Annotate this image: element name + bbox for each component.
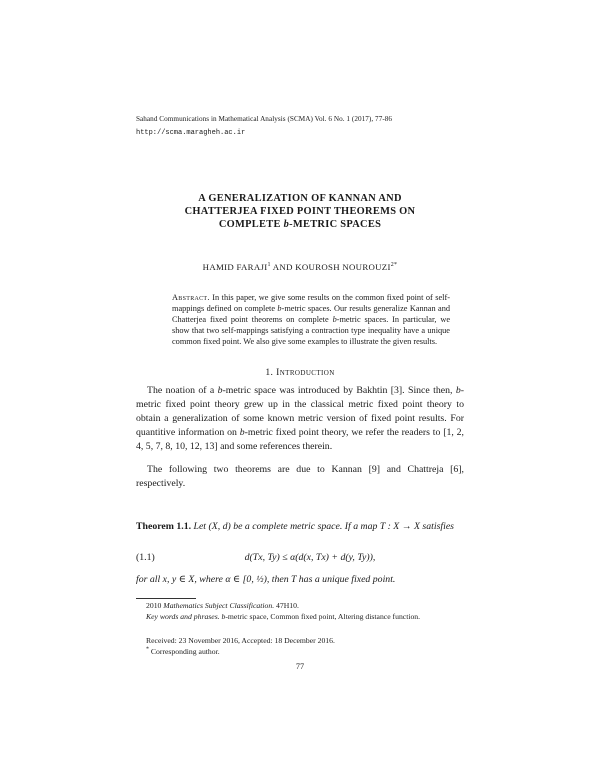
title-line-2: CHATTERJEA FIXED POINT THEOREMS ON [184, 206, 416, 218]
footnote-received: Received: 23 November 2016, Accepted: 18 December 2016. [146, 636, 335, 645]
fn1-year: 2010 [146, 601, 164, 610]
theorem-head: Theorem 1.1. [136, 521, 192, 532]
author-1: HAMID FARAJI [202, 262, 268, 272]
theorem-body: Let (X, d) be a complete metric space. If a map T : X → X satisfies [191, 521, 454, 532]
journal-url[interactable]: http://scma.maragheh.ac.ir [136, 129, 246, 137]
equation-number: (1.1) [136, 552, 155, 563]
footnote-divider [136, 598, 196, 599]
theorem-conclusion: for all x, y ∈ X, where α ∈ [0, ½), then T has a unique fixed point. [136, 574, 396, 585]
footnote-msc [146, 601, 464, 611]
fn2-label: Key words and phrases. [146, 612, 220, 621]
title-line-1: A GENERALIZATION OF KANNAN AND [198, 193, 402, 204]
paper-title [120, 192, 480, 232]
abstract-b-2: b [332, 314, 337, 324]
authors [120, 262, 480, 272]
fn4-text: Corresponding author. [149, 647, 220, 656]
p1-g: -metric fixed point theory, we refer the readers to [1, 2, 4, 5, 7, 8, 10, 12, 13] and some references therein. [136, 426, 465, 452]
authors-and: AND [270, 262, 296, 272]
section-heading-introduction: 1. Introduction [265, 367, 335, 378]
abstract-b-1: b [277, 303, 282, 313]
abstract-text-3: -metric spaces. In particular, we show that two self-mappings satisfying a contraction type inequality have a unique common fixed point. We also give some examples to illustrate the given results. [172, 314, 451, 346]
p1-c: -metric space was introduced by Bakhtin [3]. Since then, [222, 385, 456, 396]
fn2-text: -metric space, Common fixed point, Altering distance function. [225, 612, 421, 621]
theorem-1-1 [136, 520, 464, 534]
abstract-label: Abstract. [172, 293, 210, 302]
p1-d: b [455, 385, 461, 396]
author-2-affiliation: 2* [390, 262, 398, 269]
fn1-label: Mathematics Subject Classification. [163, 601, 275, 610]
p1-f: b [239, 426, 245, 438]
title-line-3-pre: COMPLETE [218, 219, 284, 231]
intro-paragraph-2: The following two theorems are due to Kannan [9] and Chattreja [6], respectively. [136, 464, 464, 489]
fn1-code: 47H10. [274, 601, 299, 610]
author-2: KOUROSH NOUROUZI [295, 262, 391, 272]
page-number: 77 [295, 662, 305, 671]
footnote-keywords [136, 612, 464, 622]
p1-e: -metric fixed point theory grew up in the classical metric fixed point theory to obtain a generalization of some known metric version of fixed point results. For quantitive information on [136, 385, 464, 438]
abstract-text-1: In this paper, we give some results on the common fixed point of self-mappings defined on complete [172, 293, 450, 313]
equation-1-1: d(Tx, Ty) ≤ α(d(x, Tx) + d(y, Ty)), [244, 552, 376, 563]
journal-header: Sahand Communications in Mathematical Analysis (SCMA) Vol. 6 No. 1 (2017), 77-86 [136, 115, 393, 123]
footnote-corresponding [146, 647, 464, 657]
intro-paragraph-1 [136, 384, 464, 454]
fn4-symbol: * [146, 646, 149, 653]
author-1-affiliation: 1 [267, 262, 271, 269]
abstract-text-2: -metric spaces. Our results generalize Kannan and Chatterjea fixed point theorems on complete [172, 303, 450, 324]
p1-a: The noation of a [147, 385, 218, 396]
fn2-b: b [221, 612, 226, 621]
abstract [172, 293, 450, 348]
title-line-3-b: b [283, 219, 290, 231]
title-line-3-post: -METRIC SPACES [289, 219, 382, 231]
title-line-3 [120, 218, 480, 231]
p1-b: b [217, 385, 223, 396]
